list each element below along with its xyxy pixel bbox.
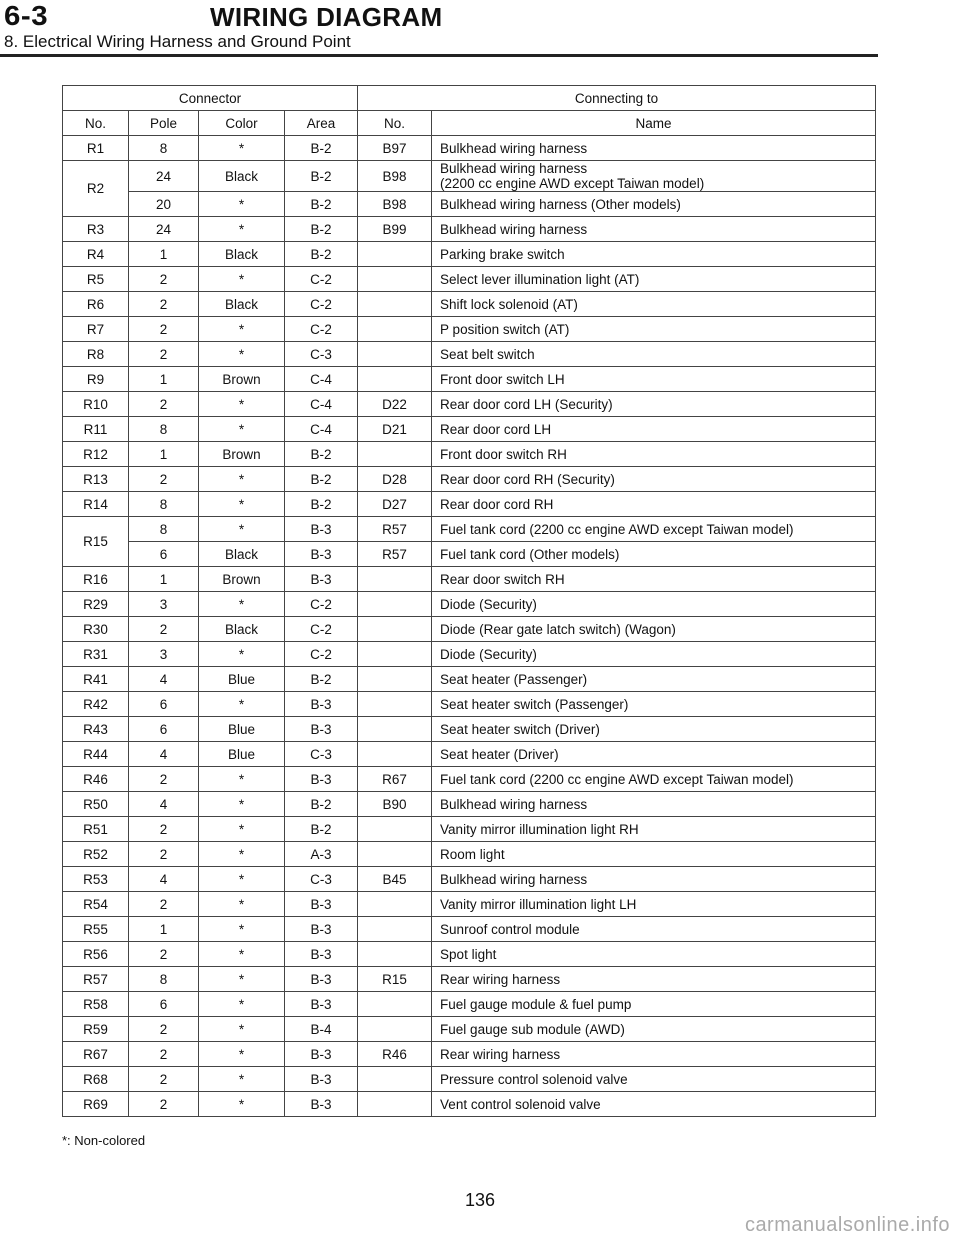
table-cell: R15 — [358, 967, 432, 992]
table-cell: * — [199, 842, 285, 867]
table-cell: * — [199, 417, 285, 442]
table-cell: 6 — [129, 992, 199, 1017]
table-cell: Black — [199, 292, 285, 317]
table-cell: Diode (Rear gate latch switch) (Wagon) — [432, 617, 876, 642]
table-cell: C-3 — [285, 867, 358, 892]
table-cell: 3 — [129, 642, 199, 667]
table-row — [63, 992, 876, 1017]
table-cell: B-2 — [285, 136, 358, 161]
table-cell: R58 — [63, 992, 129, 1017]
table-cell: * — [199, 1092, 285, 1117]
table-row — [63, 342, 876, 367]
table-cell: * — [199, 642, 285, 667]
table-cell: B-3 — [285, 892, 358, 917]
table-cell: P position switch (AT) — [432, 317, 876, 342]
table-cell: Black — [199, 542, 285, 567]
table-cell — [358, 642, 432, 667]
table-cell: R54 — [63, 892, 129, 917]
table-cell: B-3 — [285, 767, 358, 792]
table-row — [63, 1042, 876, 1067]
table-cell: Bulkhead wiring harness — [432, 136, 876, 161]
table-cell: Fuel gauge module & fuel pump — [432, 992, 876, 1017]
table-cell: 6 — [129, 692, 199, 717]
table-cell: Fuel tank cord (2200 cc engine AWD except Taiwan model) — [432, 517, 876, 542]
column-header: No. — [358, 111, 432, 136]
table-cell: B-2 — [285, 817, 358, 842]
table-cell: R11 — [63, 417, 129, 442]
table-row — [63, 792, 876, 817]
table-cell: C-2 — [285, 642, 358, 667]
table-cell: R46 — [358, 1042, 432, 1067]
table-row — [63, 567, 876, 592]
table-cell: D27 — [358, 492, 432, 517]
table-cell: Spot light — [432, 942, 876, 967]
table-cell: B-2 — [285, 242, 358, 267]
table-cell: R52 — [63, 842, 129, 867]
table-cell — [358, 1067, 432, 1092]
table-cell: R31 — [63, 642, 129, 667]
table-body — [63, 136, 876, 1117]
table-cell: Rear door cord LH — [432, 417, 876, 442]
table-cell: * — [199, 917, 285, 942]
table-cell: * — [199, 467, 285, 492]
table-row — [63, 392, 876, 417]
table-cell: Black — [199, 161, 285, 192]
table-cell — [358, 292, 432, 317]
table-cell — [358, 242, 432, 267]
header-rule — [0, 54, 878, 57]
table-row — [63, 842, 876, 867]
table-cell: Vanity mirror illumination light RH — [432, 817, 876, 842]
table-cell: R14 — [63, 492, 129, 517]
table-cell: 24 — [129, 161, 199, 192]
table-cell: 4 — [129, 742, 199, 767]
table-cell: 4 — [129, 792, 199, 817]
table-cell: * — [199, 392, 285, 417]
table-cell: R29 — [63, 592, 129, 617]
table-cell: C-2 — [285, 592, 358, 617]
table-cell: Black — [199, 617, 285, 642]
table-row — [63, 136, 876, 161]
table-cell: * — [199, 592, 285, 617]
table-cell: R57 — [358, 542, 432, 567]
table-cell: B-3 — [285, 917, 358, 942]
table-cell: R68 — [63, 1067, 129, 1092]
table-cell: 8 — [129, 136, 199, 161]
table-cell: B-3 — [285, 1067, 358, 1092]
table-row — [63, 917, 876, 942]
table-cell: B-3 — [285, 517, 358, 542]
table-cell: R15 — [63, 517, 129, 567]
table-cell: * — [199, 492, 285, 517]
table-cell: * — [199, 867, 285, 892]
table-cell: R50 — [63, 792, 129, 817]
table-cell: Bulkhead wiring harness — [432, 792, 876, 817]
table-cell: Sunroof control module — [432, 917, 876, 942]
table-cell: R69 — [63, 1092, 129, 1117]
table-cell: R43 — [63, 717, 129, 742]
table-row — [63, 192, 876, 217]
table-cell: A-3 — [285, 842, 358, 867]
table-cell: C-2 — [285, 317, 358, 342]
table-cell — [358, 567, 432, 592]
connector-table-wrapper — [62, 85, 876, 1117]
table-cell: 4 — [129, 867, 199, 892]
table-cell: * — [199, 342, 285, 367]
table-cell: R13 — [63, 467, 129, 492]
table-cell: * — [199, 267, 285, 292]
table-cell: R16 — [63, 567, 129, 592]
table-cell: * — [199, 992, 285, 1017]
table-cell: 2 — [129, 267, 199, 292]
table-row — [63, 292, 876, 317]
table-cell: * — [199, 217, 285, 242]
table-cell: B-3 — [285, 692, 358, 717]
table-cell: B98 — [358, 161, 432, 192]
table-row — [63, 817, 876, 842]
table-cell: C-2 — [285, 292, 358, 317]
column-header: Pole — [129, 111, 199, 136]
column-header: Name — [432, 111, 876, 136]
table-cell: Bulkhead wiring harness (2200 cc engine AWD except Taiwan model) — [432, 161, 876, 192]
table-cell: R1 — [63, 136, 129, 161]
table-cell: * — [199, 192, 285, 217]
table-row — [63, 367, 876, 392]
table-cell: 2 — [129, 842, 199, 867]
table-cell: B-2 — [285, 667, 358, 692]
table-cell: B-3 — [285, 992, 358, 1017]
table-cell: R42 — [63, 692, 129, 717]
column-header: Area — [285, 111, 358, 136]
table-cell: 2 — [129, 1042, 199, 1067]
table-row — [63, 542, 876, 567]
table-cell: Pressure control solenoid valve — [432, 1067, 876, 1092]
table-cell: R53 — [63, 867, 129, 892]
column-header-row — [63, 111, 876, 136]
table-cell: R41 — [63, 667, 129, 692]
table-cell: Diode (Security) — [432, 592, 876, 617]
table-row — [63, 942, 876, 967]
table-cell: R57 — [358, 517, 432, 542]
table-cell: B45 — [358, 867, 432, 892]
table-cell: Rear door cord RH — [432, 492, 876, 517]
table-row — [63, 317, 876, 342]
table-cell: Rear wiring harness — [432, 1042, 876, 1067]
table-cell: * — [199, 692, 285, 717]
table-row — [63, 617, 876, 642]
table-cell: 3 — [129, 592, 199, 617]
table-cell: * — [199, 942, 285, 967]
table-cell — [358, 842, 432, 867]
table-cell: R44 — [63, 742, 129, 767]
table-row — [63, 667, 876, 692]
table-cell: D28 — [358, 467, 432, 492]
watermark: carmanualsonline.info — [744, 1214, 950, 1236]
table-cell: R4 — [63, 242, 129, 267]
table-cell: * — [199, 317, 285, 342]
table-row — [63, 692, 876, 717]
table-cell: B-2 — [285, 492, 358, 517]
table-cell — [358, 442, 432, 467]
table-cell — [358, 367, 432, 392]
table-cell: Fuel tank cord (2200 cc engine AWD except Taiwan model) — [432, 767, 876, 792]
table-cell: Blue — [199, 717, 285, 742]
column-header: Color — [199, 111, 285, 136]
table-cell: Rear door cord LH (Security) — [432, 392, 876, 417]
table-cell: * — [199, 1017, 285, 1042]
table-cell — [358, 1092, 432, 1117]
table-cell: C-2 — [285, 267, 358, 292]
table-cell: B-2 — [285, 192, 358, 217]
table-cell: 2 — [129, 342, 199, 367]
table-cell: * — [199, 817, 285, 842]
table-cell: 2 — [129, 1092, 199, 1117]
table-cell: C-4 — [285, 367, 358, 392]
table-cell: R7 — [63, 317, 129, 342]
table-cell — [358, 917, 432, 942]
table-cell: B-2 — [285, 217, 358, 242]
table-cell: Diode (Security) — [432, 642, 876, 667]
table-cell: 8 — [129, 517, 199, 542]
table-cell: 2 — [129, 317, 199, 342]
table-row — [63, 967, 876, 992]
table-cell: Blue — [199, 667, 285, 692]
table-row — [63, 767, 876, 792]
table-cell — [358, 667, 432, 692]
table-cell: 4 — [129, 667, 199, 692]
table-cell: Vanity mirror illumination light LH — [432, 892, 876, 917]
table-row — [63, 217, 876, 242]
table-cell: R46 — [63, 767, 129, 792]
table-row — [63, 267, 876, 292]
table-cell: * — [199, 967, 285, 992]
table-cell: Brown — [199, 442, 285, 467]
table-cell: 24 — [129, 217, 199, 242]
table-cell: B-2 — [285, 161, 358, 192]
connector-table — [62, 85, 876, 1117]
table-cell: Room light — [432, 842, 876, 867]
table-cell: 2 — [129, 292, 199, 317]
table-cell: R30 — [63, 617, 129, 642]
page-number: 136 — [464, 1190, 496, 1210]
table-cell: Bulkhead wiring harness — [432, 217, 876, 242]
table-cell: * — [199, 792, 285, 817]
table-cell: B-3 — [285, 942, 358, 967]
table-cell — [358, 942, 432, 967]
table-cell — [358, 617, 432, 642]
table-row — [63, 517, 876, 542]
table-cell: R9 — [63, 367, 129, 392]
table-cell: Rear door switch RH — [432, 567, 876, 592]
table-cell: C-3 — [285, 742, 358, 767]
table-cell: R2 — [63, 161, 129, 217]
table-cell: R6 — [63, 292, 129, 317]
table-row — [63, 417, 876, 442]
page-subtitle: 8. Electrical Wiring Harness and Ground Point — [4, 32, 351, 51]
table-cell — [358, 592, 432, 617]
table-cell: Parking brake switch — [432, 242, 876, 267]
table-row — [63, 1067, 876, 1092]
table-cell — [358, 1017, 432, 1042]
table-cell: B-2 — [285, 442, 358, 467]
table-cell: R51 — [63, 817, 129, 842]
table-cell: * — [199, 1042, 285, 1067]
table-cell: 2 — [129, 1017, 199, 1042]
table-cell: B-4 — [285, 1017, 358, 1042]
table-cell: Seat heater switch (Passenger) — [432, 692, 876, 717]
table-cell — [358, 342, 432, 367]
table-cell: 1 — [129, 917, 199, 942]
table-cell: 20 — [129, 192, 199, 217]
table-cell: B-3 — [285, 1042, 358, 1067]
table-cell: D21 — [358, 417, 432, 442]
table-cell: Fuel gauge sub module (AWD) — [432, 1017, 876, 1042]
table-cell: Bulkhead wiring harness — [432, 867, 876, 892]
table-cell: Seat heater (Passenger) — [432, 667, 876, 692]
table-cell: B98 — [358, 192, 432, 217]
table-cell: Brown — [199, 367, 285, 392]
table-cell — [358, 817, 432, 842]
table-row — [63, 1092, 876, 1117]
table-cell — [358, 317, 432, 342]
table-row — [63, 161, 876, 192]
table-cell: 8 — [129, 967, 199, 992]
table-cell: Front door switch RH — [432, 442, 876, 467]
table-cell: Shift lock solenoid (AT) — [432, 292, 876, 317]
table-cell: B-3 — [285, 567, 358, 592]
table-row — [63, 717, 876, 742]
table-row — [63, 592, 876, 617]
table-cell — [358, 742, 432, 767]
table-cell: 2 — [129, 892, 199, 917]
table-cell: 2 — [129, 767, 199, 792]
table-cell: 1 — [129, 367, 199, 392]
table-cell: R5 — [63, 267, 129, 292]
table-cell: * — [199, 136, 285, 161]
table-row — [63, 492, 876, 517]
table-cell: B97 — [358, 136, 432, 161]
page-title: WIRING DIAGRAM — [210, 2, 443, 32]
table-cell: * — [199, 517, 285, 542]
table-cell: B-3 — [285, 542, 358, 567]
table-cell: R12 — [63, 442, 129, 467]
table-cell: D22 — [358, 392, 432, 417]
table-cell: * — [199, 767, 285, 792]
table-cell: 2 — [129, 392, 199, 417]
table-cell: C-3 — [285, 342, 358, 367]
table-cell — [358, 692, 432, 717]
section-number: 6-3 — [4, 0, 49, 31]
table-cell: B-2 — [285, 467, 358, 492]
table-cell: 2 — [129, 817, 199, 842]
table-cell: 1 — [129, 442, 199, 467]
table-cell: Rear wiring harness — [432, 967, 876, 992]
group-header-connector: Connector — [63, 86, 358, 111]
table-cell: 6 — [129, 717, 199, 742]
table-cell: Select lever illumination light (AT) — [432, 267, 876, 292]
table-cell: C-4 — [285, 417, 358, 442]
table-cell: R10 — [63, 392, 129, 417]
table-cell: B-3 — [285, 1092, 358, 1117]
table-cell: 1 — [129, 242, 199, 267]
table-cell: B-3 — [285, 717, 358, 742]
table-cell: * — [199, 1067, 285, 1092]
table-cell: R56 — [63, 942, 129, 967]
table-row — [63, 1017, 876, 1042]
table-cell: C-2 — [285, 617, 358, 642]
table-cell: B99 — [358, 217, 432, 242]
table-cell: 2 — [129, 467, 199, 492]
table-cell: B-3 — [285, 967, 358, 992]
page-header — [0, 0, 960, 60]
table-cell: Fuel tank cord (Other models) — [432, 542, 876, 567]
table-cell: Bulkhead wiring harness (Other models) — [432, 192, 876, 217]
table-cell: 1 — [129, 567, 199, 592]
table-cell: R8 — [63, 342, 129, 367]
table-cell — [358, 892, 432, 917]
table-row — [63, 892, 876, 917]
table-cell: Blue — [199, 742, 285, 767]
table-row — [63, 742, 876, 767]
table-row — [63, 442, 876, 467]
table-cell: R57 — [63, 967, 129, 992]
table-cell — [358, 992, 432, 1017]
table-cell: Seat heater switch (Driver) — [432, 717, 876, 742]
table-cell: Front door switch LH — [432, 367, 876, 392]
table-cell — [358, 267, 432, 292]
table-cell: B90 — [358, 792, 432, 817]
table-cell: 6 — [129, 542, 199, 567]
table-row — [63, 467, 876, 492]
table-cell: Black — [199, 242, 285, 267]
footnote: *: Non-colored — [62, 1133, 146, 1148]
table-cell: R59 — [63, 1017, 129, 1042]
table-cell: C-4 — [285, 392, 358, 417]
table-cell: R67 — [358, 767, 432, 792]
table-cell: 2 — [129, 617, 199, 642]
table-cell: * — [199, 892, 285, 917]
table-row — [63, 867, 876, 892]
table-cell: Seat heater (Driver) — [432, 742, 876, 767]
table-cell: Brown — [199, 567, 285, 592]
table-cell: R3 — [63, 217, 129, 242]
table-cell — [358, 717, 432, 742]
table-cell: Vent control solenoid valve — [432, 1092, 876, 1117]
table-cell: 2 — [129, 942, 199, 967]
table-cell: 8 — [129, 417, 199, 442]
column-header: No. — [63, 111, 129, 136]
table-cell: R55 — [63, 917, 129, 942]
table-row — [63, 242, 876, 267]
table-cell: R67 — [63, 1042, 129, 1067]
table-row — [63, 642, 876, 667]
table-cell: Seat belt switch — [432, 342, 876, 367]
table-cell: 8 — [129, 492, 199, 517]
group-header-row — [63, 86, 876, 111]
table-cell: B-2 — [285, 792, 358, 817]
table-cell: 2 — [129, 1067, 199, 1092]
table-cell: Rear door cord RH (Security) — [432, 467, 876, 492]
group-header-connecting-to: Connecting to — [358, 86, 876, 111]
